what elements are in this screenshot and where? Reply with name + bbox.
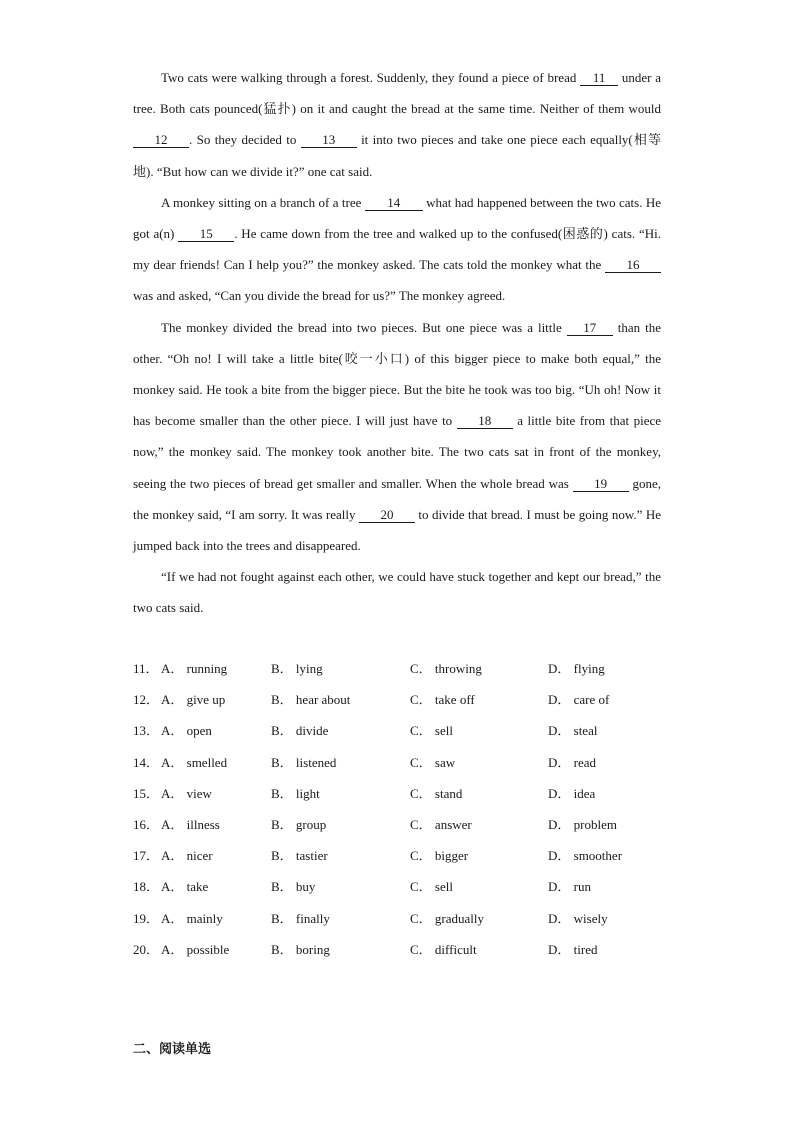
question-row [133, 840, 693, 871]
option-b[interactable]: B． divide [271, 723, 329, 739]
option-d[interactable]: D． read [548, 754, 597, 770]
option-b[interactable]: B． tastier [271, 848, 328, 864]
blank-18: 18 [457, 413, 513, 429]
cloze-passage [133, 62, 661, 624]
option-a[interactable]: A． nicer [161, 848, 213, 864]
option-d[interactable]: D． smoother [548, 848, 623, 864]
question-row [133, 715, 693, 746]
blank-17: 17 [567, 320, 613, 336]
option-b[interactable]: B． listened [271, 754, 337, 770]
text: a little bite from that piece now,” the monkey said. The monkey took another bite. The two cats sat in front of the monkey, seeing the two pieces of bread get smaller and smaller. When the whole bread was [133, 413, 662, 491]
option-d[interactable]: D． steal [548, 723, 598, 739]
paragraph-2 [133, 187, 661, 312]
option-a[interactable]: A． possible [161, 941, 230, 957]
question-number: 19． [133, 910, 160, 926]
option-a[interactable]: A． view [161, 785, 212, 801]
question-number: 13． [133, 723, 160, 739]
blank-19: 19 [573, 476, 629, 492]
text: to divide that bread. I must be going now.” He jumped back into the trees and disappeared. [133, 506, 662, 554]
option-c[interactable]: C． saw [410, 754, 456, 770]
text: under a tree. Both cats pounced(猛扑) on it and caught the bread at the same time. Neither of them would [133, 70, 661, 117]
option-c[interactable]: C． difficult [410, 941, 477, 957]
option-c[interactable]: C． answer [410, 816, 472, 832]
option-a[interactable]: A． mainly [161, 910, 223, 926]
text: . So they decided to [189, 132, 301, 148]
option-a[interactable]: A． smelled [161, 754, 228, 770]
question-number: 15． [133, 785, 160, 801]
option-d[interactable]: D． tired [548, 941, 598, 957]
question-row [133, 653, 693, 684]
option-b[interactable]: B． group [271, 816, 327, 832]
question-number: 11． [133, 661, 159, 676]
question-options [133, 653, 693, 965]
text: what had happened between the two cats. He got a(n) [133, 194, 661, 242]
option-d[interactable]: D． flying [548, 661, 605, 676]
option-c[interactable]: C． sell [410, 879, 453, 895]
question-number: 16． [133, 816, 160, 832]
paragraph-4: “If we had not fought against each other, we could have stuck together and kept our bread,” the two cats said. [133, 569, 661, 616]
option-c[interactable]: C． throwing [410, 661, 482, 676]
option-d[interactable]: D． care of [548, 692, 610, 708]
section-title: 二、阅读单选 [133, 1042, 212, 1057]
question-number: 17． [133, 848, 160, 864]
option-c[interactable]: C． gradually [410, 910, 485, 926]
question-row [133, 778, 693, 809]
option-a[interactable]: A． illness [161, 816, 220, 832]
option-b[interactable]: B． lying [271, 661, 323, 676]
option-c[interactable]: C． take off [410, 692, 475, 708]
paragraph-3 [133, 312, 661, 562]
question-number: 14． [133, 754, 160, 770]
paragraph-1 [133, 62, 661, 187]
blank-12: 12 [133, 132, 189, 148]
question-number: 20． [133, 941, 160, 957]
option-d[interactable]: D． idea [548, 785, 596, 801]
blank-20: 20 [359, 507, 415, 523]
question-row [133, 871, 693, 902]
option-b[interactable]: B． light [271, 785, 320, 801]
blank-13: 13 [301, 132, 357, 148]
option-b[interactable]: B． hear about [271, 692, 351, 708]
question-number: 18． [133, 879, 160, 895]
question-row [133, 934, 693, 965]
option-c[interactable]: C． sell [410, 723, 453, 739]
option-d[interactable]: D． wisely [548, 910, 608, 926]
option-a[interactable]: A． give up [161, 692, 226, 708]
text: A monkey sitting on a branch of a tree [161, 194, 365, 210]
blank-14: 14 [365, 195, 423, 211]
text: The monkey divided the bread into two pieces. But one piece was a little [161, 319, 567, 335]
option-a[interactable]: A． open [161, 723, 212, 739]
option-b[interactable]: B． finally [271, 910, 330, 926]
text: was and asked, “Can you divide the bread for us?” The monkey agreed. [133, 288, 506, 304]
question-row [133, 684, 693, 715]
question-row [133, 809, 693, 840]
text: . He came down from the tree and walked up to the confused(困惑的) cats. “Hi. my dear friends! Can I help you?” the monkey asked. The cats told the monkey what the [133, 226, 661, 273]
option-a[interactable]: A． running [161, 661, 228, 676]
option-d[interactable]: D． problem [548, 816, 617, 832]
blank-15: 15 [178, 226, 234, 242]
question-number: 12． [133, 692, 160, 708]
option-a[interactable]: A． take [161, 879, 209, 895]
text: than the other. “Oh no! I will take a little bite(咬一小口) of this bigger piece to make both equal,” the monkey said. He took a bite from the bigger piece. But the bite he took was too big. “Uh oh! Now it has become smaller than the other piece. I will just have to [133, 319, 661, 429]
option-b[interactable]: B． boring [271, 941, 330, 957]
option-c[interactable]: C． bigger [410, 848, 469, 864]
option-c[interactable]: C． stand [410, 785, 463, 801]
option-d[interactable]: D． run [548, 879, 591, 895]
question-row [133, 903, 693, 934]
text: gone, the monkey said, “I am sorry. It was really [133, 475, 661, 522]
text: Two cats were walking through a forest. Suddenly, they found a piece of bread [161, 70, 581, 85]
question-row [133, 747, 693, 778]
text: it into two pieces and take one piece each equally(相等地). “But how can we divide it?” one cat said. [133, 132, 661, 179]
option-b[interactable]: B． buy [271, 879, 316, 895]
blank-16: 16 [605, 257, 661, 273]
blank-11: 11 [580, 70, 618, 86]
